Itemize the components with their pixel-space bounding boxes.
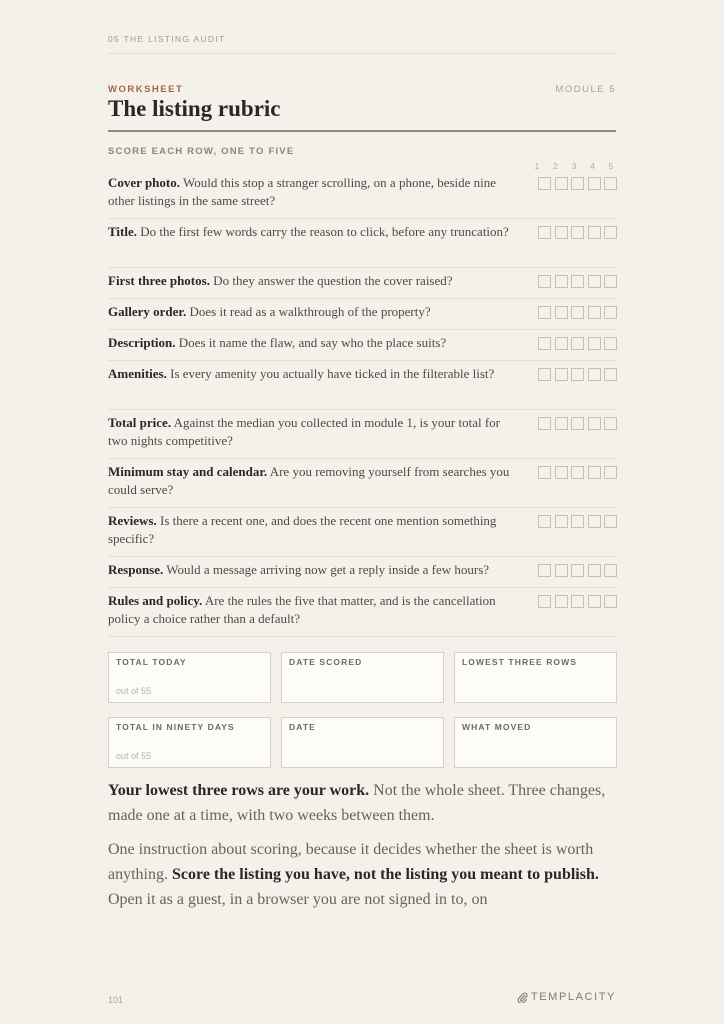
score-checkbox[interactable] — [604, 306, 617, 319]
row-text — [108, 463, 520, 499]
score-checkbox[interactable] — [588, 306, 601, 319]
rubric-row-amenities — [108, 361, 617, 410]
score-checkbox[interactable] — [555, 337, 568, 350]
row-question: Would this stop a stranger scrolling, on a phone, beside nine other listings in the same street? — [108, 175, 497, 208]
score-checkbox[interactable] — [588, 466, 601, 479]
score-checkbox[interactable] — [555, 368, 568, 381]
score-checkbox[interactable] — [538, 337, 551, 350]
score-boxes — [538, 515, 617, 528]
score-checkbox[interactable] — [588, 595, 601, 608]
score-checkbox[interactable] — [538, 417, 551, 430]
score-checkbox[interactable] — [604, 466, 617, 479]
score-checkbox[interactable] — [588, 177, 601, 190]
score-checkbox[interactable] — [604, 226, 617, 239]
date-scored-field[interactable] — [281, 652, 444, 703]
total-today-field[interactable] — [108, 652, 271, 703]
total-ninety-days-field[interactable] — [108, 717, 271, 768]
score-checkbox[interactable] — [555, 417, 568, 430]
row-question: Is every amenity you actually have ticked in the filterable list? — [170, 366, 495, 381]
score-checkbox[interactable] — [571, 417, 584, 430]
score-checkbox[interactable] — [604, 368, 617, 381]
rubric-rows — [108, 170, 617, 637]
score-checkbox[interactable] — [604, 564, 617, 577]
row-question: Are the rules the five that matter, and is the cancellation policy a choice rather than a default? — [108, 593, 496, 626]
body-paragraph-1 — [108, 778, 620, 828]
row-label: Description. — [108, 335, 176, 350]
section-eyebrow: WORKSHEET — [108, 84, 184, 95]
row-label: Cover photo. — [108, 175, 180, 190]
scale-label: 2 — [553, 161, 558, 171]
row-text — [108, 303, 520, 321]
rubric-row-response — [108, 557, 617, 588]
what-moved-field[interactable] — [454, 717, 617, 768]
rubric-row-rules-policy — [108, 588, 617, 637]
score-checkbox[interactable] — [604, 595, 617, 608]
rubric-row-gallery-order — [108, 299, 617, 330]
score-checkbox[interactable] — [571, 595, 584, 608]
score-checkbox[interactable] — [604, 417, 617, 430]
rubric-row-total-price — [108, 410, 617, 459]
rubric-row-cover-photo — [108, 170, 617, 219]
field-label: TOTAL TODAY — [116, 657, 187, 667]
running-head: 05 THE LISTING AUDIT — [108, 34, 226, 44]
score-checkbox[interactable] — [588, 275, 601, 288]
module-label: MODULE 5 — [555, 84, 616, 95]
paragraph-text: Open it as a guest, in a browser you are not signed in to, on — [108, 891, 488, 908]
row-question: Are you removing yourself from searches you could serve? — [108, 464, 510, 497]
row-label: Gallery order. — [108, 304, 187, 319]
field-label: WHAT MOVED — [462, 722, 532, 732]
row-label: Title. — [108, 224, 138, 239]
score-boxes — [538, 337, 617, 350]
row-question: Does it read as a walkthrough of the property? — [189, 304, 431, 319]
score-checkbox[interactable] — [538, 564, 551, 577]
rubric-row-title — [108, 219, 617, 268]
rubric-row-reviews — [108, 508, 617, 557]
score-checkbox[interactable] — [604, 177, 617, 190]
rubric-row-minimum-stay — [108, 459, 617, 508]
page-title: The listing rubric — [108, 96, 281, 121]
rubric-instruction: SCORE EACH ROW, ONE TO FIVE — [108, 146, 295, 157]
row-text — [108, 561, 528, 579]
row-label: Response. — [108, 562, 164, 577]
score-checkbox[interactable] — [555, 515, 568, 528]
score-checkbox[interactable] — [538, 275, 551, 288]
score-checkbox[interactable] — [571, 466, 584, 479]
row-question: Would a message arriving now get a reply inside a few hours? — [166, 562, 490, 577]
score-checkbox[interactable] — [538, 368, 551, 381]
row-label: First three photos. — [108, 273, 210, 288]
score-checkbox[interactable] — [571, 515, 584, 528]
brand-name: TEMPLACITY — [530, 991, 616, 1003]
score-checkbox[interactable] — [555, 306, 568, 319]
body-paragraph-2 — [108, 837, 620, 912]
paragraph-emphasis: Score the listing you have, not the listing you meant to publish. — [172, 866, 599, 883]
score-checkbox[interactable] — [571, 368, 584, 381]
brand-logo — [517, 991, 616, 1003]
row-text — [108, 414, 520, 450]
rubric-row-description — [108, 330, 617, 361]
score-checkbox[interactable] — [604, 515, 617, 528]
score-checkbox[interactable] — [588, 417, 601, 430]
score-boxes — [538, 177, 617, 190]
row-label: Minimum stay and calendar. — [108, 464, 268, 479]
score-checkbox[interactable] — [538, 595, 551, 608]
score-checkbox[interactable] — [571, 275, 584, 288]
row-label: Rules and policy. — [108, 593, 203, 608]
score-checkbox[interactable] — [571, 564, 584, 577]
score-checkbox[interactable] — [538, 466, 551, 479]
score-checkbox[interactable] — [588, 368, 601, 381]
scale-label: 3 — [571, 161, 577, 171]
score-checkbox[interactable] — [555, 275, 568, 288]
score-boxes — [538, 595, 617, 608]
score-boxes — [538, 226, 617, 239]
row-question: Do the first few words carry the reason to click, before any truncation? — [140, 224, 509, 239]
score-checkbox[interactable] — [588, 564, 601, 577]
field-note: out of 55 — [116, 686, 152, 696]
row-text — [108, 174, 520, 210]
paragraph-text: Not the whole sheet. Three changes, made one at a time, with two weeks between them. — [108, 782, 606, 824]
field-label: DATE — [289, 722, 316, 732]
row-text — [108, 272, 520, 290]
row-text — [108, 512, 520, 548]
row-label: Total price. — [108, 415, 172, 430]
field-label: TOTAL IN NINETY DAYS — [116, 722, 235, 732]
score-checkbox[interactable] — [555, 595, 568, 608]
score-checkbox[interactable] — [571, 306, 584, 319]
score-checkbox[interactable] — [555, 466, 568, 479]
paragraph-emphasis: Your lowest three rows are your work. — [108, 782, 370, 799]
score-checkbox[interactable] — [588, 515, 601, 528]
score-boxes — [538, 306, 617, 319]
rubric-row-first-three-photos — [108, 268, 617, 299]
row-question: Against the median you collected in module 1, is your total for two nights competitive? — [108, 415, 500, 448]
row-text — [108, 365, 520, 383]
score-checkbox[interactable] — [555, 177, 568, 190]
fields-row-ninety-days — [108, 717, 617, 768]
score-checkbox[interactable] — [571, 177, 584, 190]
row-label: Amenities. — [108, 366, 167, 381]
paperclip-icon — [517, 992, 528, 1003]
score-checkbox[interactable] — [538, 306, 551, 319]
score-checkbox[interactable] — [571, 226, 584, 239]
row-question: Is there a recent one, and does the recent one mention something specific? — [108, 513, 497, 546]
row-text — [108, 223, 520, 241]
field-note: out of 55 — [116, 751, 152, 761]
title-divider — [108, 130, 616, 132]
fields-row-today — [108, 652, 617, 703]
page-number: 101 — [108, 995, 124, 1005]
score-checkbox[interactable] — [555, 564, 568, 577]
score-boxes — [538, 564, 617, 577]
row-label: Reviews. — [108, 513, 157, 528]
score-checkbox[interactable] — [555, 226, 568, 239]
field-label: LOWEST THREE ROWS — [462, 657, 578, 667]
score-checkbox[interactable] — [604, 337, 617, 350]
row-question: Do they answer the question the cover raised? — [213, 273, 453, 288]
field-label: DATE SCORED — [289, 657, 363, 667]
paragraph-text: One instruction about scoring, because it decides whether the sheet is worth anything. — [108, 841, 594, 883]
lowest-three-rows-field[interactable] — [454, 652, 617, 703]
score-boxes — [538, 466, 617, 479]
score-checkbox[interactable] — [538, 177, 551, 190]
row-text — [108, 334, 520, 352]
score-checkbox[interactable] — [538, 515, 551, 528]
scale-label: 4 — [590, 161, 595, 171]
score-checkbox[interactable] — [604, 275, 617, 288]
score-boxes — [538, 417, 617, 430]
score-boxes — [538, 275, 617, 288]
scale-label: 5 — [608, 161, 614, 171]
score-boxes — [538, 368, 617, 381]
score-checkbox[interactable] — [588, 337, 601, 350]
top-divider — [108, 53, 616, 54]
row-question: Does it name the flaw, and say who the place suits? — [178, 335, 447, 350]
score-checkbox[interactable] — [571, 337, 584, 350]
row-text — [108, 592, 520, 628]
date-field[interactable] — [281, 717, 444, 768]
scale-label: 1 — [534, 161, 540, 171]
score-checkbox[interactable] — [588, 226, 601, 239]
score-checkbox[interactable] — [538, 226, 551, 239]
